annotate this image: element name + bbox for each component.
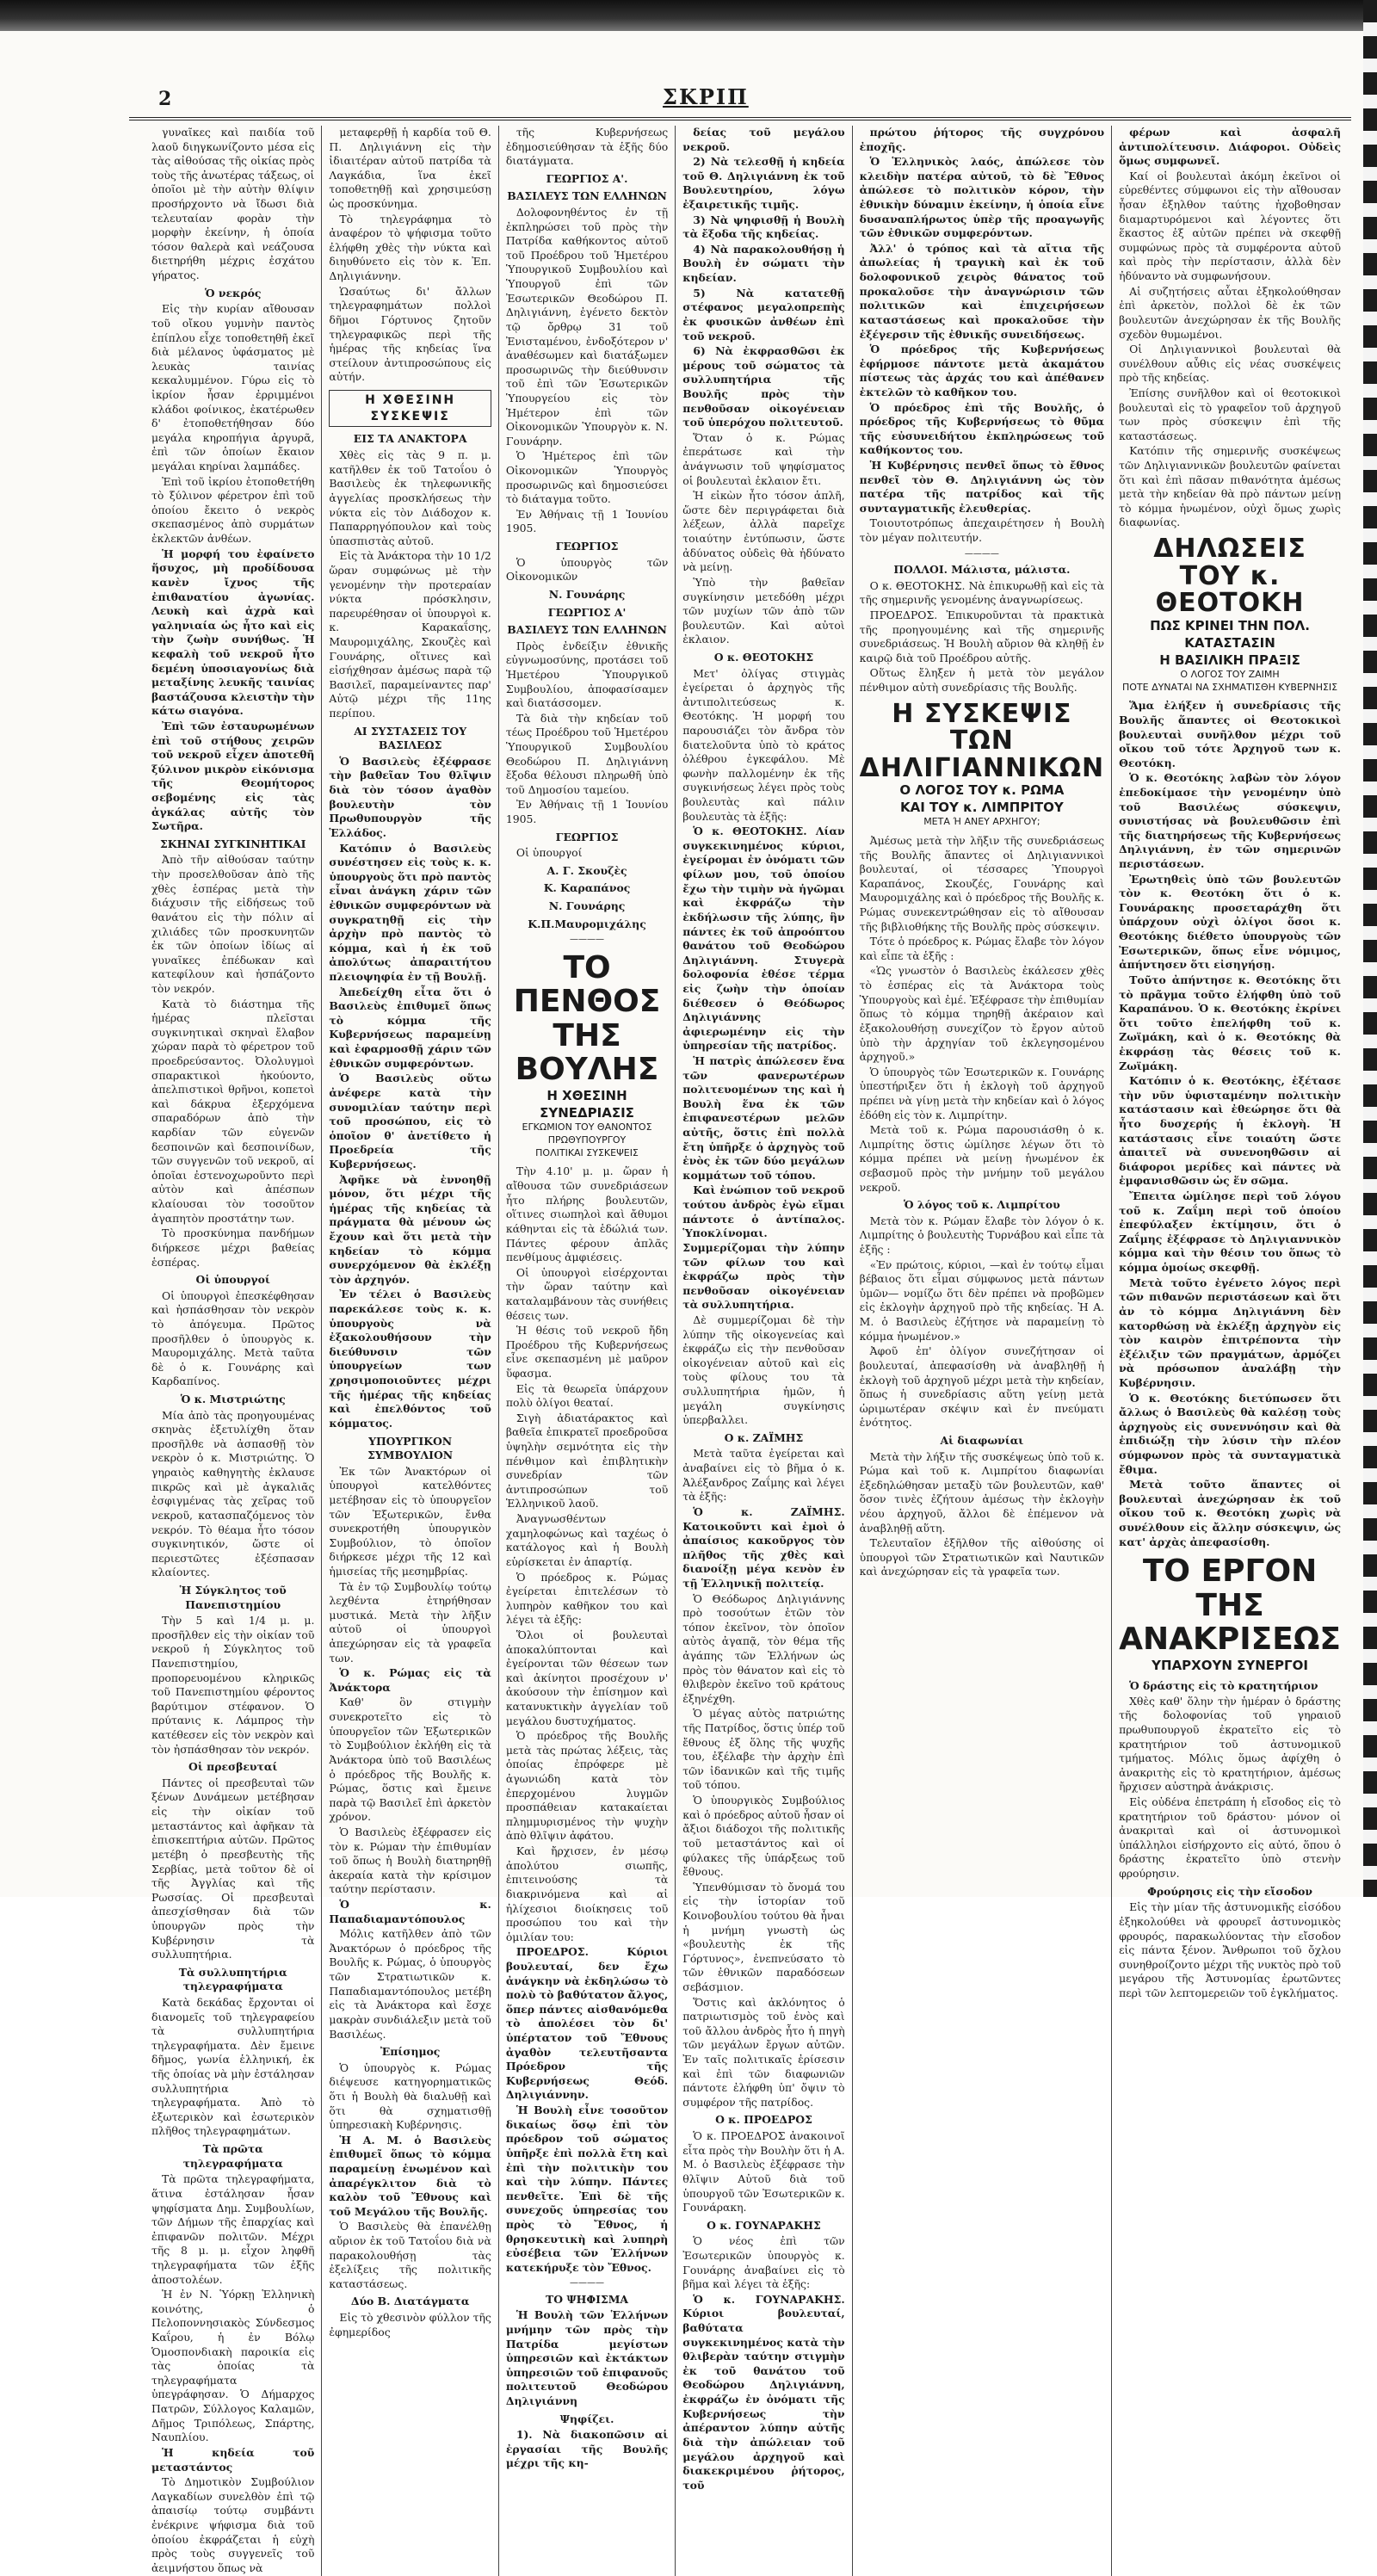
headline-line: Ο ΛΟΓΟΣ ΤΟΥ κ. ΡΩΜΑ — [899, 782, 1065, 799]
bold-paragraph: Μετὰ τοῦτο ἐγένετο λόγος περὶ τῶν πιθανῶν περιστάσεων καὶ ὅτι ἀν τὸ κόμμα Δηλιγιάννη δὲν κατορθώσῃ νὰ ἐκλέξῃ ἀρχηγὸν εἰς τὸν καιρὸν ἐπιτρέποντα τὴν ἐξέλιξιν τῶν πραγμάτων, ἀρμόζει νὰ πρόσωπον ἀναλάβῃ τὴν Κυβέρνησιν. — [1119, 1276, 1341, 1389]
bold-paragraph: Ὁ κ. Παπαδιαμαντόπουλος — [329, 1898, 491, 1925]
headline-line: ΚΑΙ ΤΟΥ κ. ΛΙΜΠΡΙΤΟΥ — [899, 800, 1064, 816]
bold-paragraph: Ὁ πρόεδρος τῆς Κυβερνήσεως ἐφήρμοσε πάντοτε μετὰ ἀκαμάτου πίστεως τὰς ἀρχάς του καὶ ἀπέθανεν ἐκτελῶν τὸ καθῆκον του. — [859, 343, 1105, 398]
subheading: Ἡ Σύγκλητος τοῦ Πανεπιστημίου — [179, 1583, 287, 1611]
paragraph: Εἰς οὐδένα ἐπετράπη ἡ εἴσοδος εἰς τὸ κρατητήριον τοῦ δράστου· μόνον οἱ ἀνακριταὶ καὶ οἱ ἀστυνομικοὶ ὑπάλληλοι εἰσήρχοντο εἰς αὐτό, ὅπου ὁ δράστης ἐκρατεῖτο ὑπὸ στενὴν φρούρησιν. — [1119, 1795, 1341, 1881]
bold-paragraph: Ἐρωτηθεὶς ὑπὸ τῶν βουλευτῶν τὸν κ. Θεοτόκη ὅτι ὁ κ. Γουνάρακης προσεταράχθη ὅτι ὑπάρχουν οὐχὶ ὀλίγοι ὅσοι κ. Θεοτόκης διέθετο ὑπουργοὺς τῶν Ἐσωτερικῶν, ὅπως εἶνε νόμιμος, ἀπήντησεν ὅτι εἰσηγήσῃ. — [1119, 872, 1341, 972]
bold-paragraph: 2) Νὰ τελεσθῇ ἡ κηδεία τοῦ Θ. Δηλιγιάννη ἐκ τοῦ Βουλευτηρίου, λόγω ἐξαιρετικῆς τιμῆς. — [682, 155, 845, 212]
headline-block — [859, 698, 1105, 829]
headline-line: ΤΩΝ ΔΗΛΙΓΙΑΝΝΙΚΩΝ — [859, 726, 1105, 783]
page-number: 2 — [158, 88, 172, 110]
paragraph: Τότε ὁ πρόεδρος κ. Ρώμας ἔλαβε τὸν λόγον καὶ εἶπε τὰ ἑξῆς : — [859, 935, 1105, 962]
subheading: Ψηφίζει. — [559, 2412, 614, 2425]
paragraph: Μετὰ τὸν κ. Ρώμαν ἔλαβε τὸν λόγον ὁ κ. Λιμπρίτης ὁ βουλευτὴς Τυρνάβου καὶ εἶπε τὰ ἑξῆς : — [859, 1214, 1105, 1257]
paragraph: γυναῖκες καὶ παιδία τοῦ λαοῦ διηγκωνίζοντο μέσα εἰς τὰς αἰθούσας τῆς οἰκίας πρὸς τοὺς τῆς ἀνωτέρας τάξεως, οἱ ὁποῖοι μὲ τὴν αὐτὴν θλίψιν προσήρχοντο νὰ ἴδωσι διὰ τελευταίαν φορὰν τὴν μορφὴν ἐκείνην, ἡ ὁποία τόσον θαλερὰ καὶ νεάζουσα διετηρήθη μέχρις ἐσχάτου γήρατος. — [151, 126, 315, 282]
paragraph: Χθὲς καθ' ὅλην τὴν ἡμέραν ὁ δράστης τῆς δολοφονίας τοῦ γηραιοῦ πρωθυπουργοῦ ἐκρατεῖτο εἰς τὸ κρατητήριον τοῦ ἀστυνομικοῦ τμήματος. Μόλις ὅμως ἀφίχθη ὁ ἀνακριτὴς εἰς τὸ κρατητήριον, ἀμέσως ἤρχισεν αὐστηρὰ ἀνάκρισις. — [1119, 1694, 1341, 1794]
bold-paragraph: Κατόπιν ὁ κ. Θεοτόκης, ἐξέτασε τὴν νῦν ὑφισταμένην πολιτικὴν κατάστασιν καὶ ἐθεώρησε ὅτι θὰ ἦτο δυσχερής ἡ ἐκλογὴ. Ἡ κατάστασις εἶνε τοιαύτη ὥστε ἀπαιτεῖ νὰ συνενοηθῶσιν αἱ διάφοροι μερίδες καὶ πάντες νὰ ἐμφανισθῶσιν ὡς ἕν σῶμα. — [1119, 1074, 1341, 1188]
paragraph: Οἱ ὑπουργοὶ εἰσέρχονται τὴν ὥραν ταύτην καὶ καταλαμβάνουν τὰς συνήθεις θέσεις των. — [505, 1265, 669, 1322]
paragraph: Δολοφονηθέντος ἐν τῇ ἐκπληρώσει τοῦ πρὸς τὴν Πατρίδα καθήκοντος αὐτοῦ τοῦ Προέδρου τοῦ Ἡμετέρου Ὑπουργικοῦ Συμβουλίου καὶ Ὑπουργοῦ ἐπὶ τῶν Ἐσωτερικῶν Θεοδώρου Π. Δηλιγιάννη, ἐγένετο δεκτὸν τῷ ὄρθρῳ 31 τοῦ Ἐνισταμένου, ἐνδοξότερον ν' ἀναθέσωμεν καὶ διατάξωμεν προσωρινῶς τὴν διεύθυνσιν τοῦ ἐπὶ τῶν Ἐσωτερικῶν Ὑπουργείου εἰς τὸν Ἡμέτερον ἐπὶ τῶν Οἰκονομικῶν Ὑπουργὸν κ. Ν. Γουνάρην. — [505, 206, 669, 448]
paragraph: Μετὰ ταῦτα ἐγείρεται καὶ ἀναβαίνει εἰς τὸ βῆμα ὁ κ. Ἀλέξανδρος Ζαΐμης καὶ λέγει τὰ ἑξῆς: — [682, 1447, 845, 1504]
paragraph: Ἐπίσης συνῆλθον καὶ οἱ θεοτοκικοὶ βουλευταὶ εἰς τὸ γραφεῖον τοῦ ἀρχηγοῦ των πρὸς σύσκεψιν ἐπὶ τῆς καταστάσεως. — [1119, 386, 1341, 442]
subheading: Ὁ κ. Μιστριώτης — [180, 1393, 286, 1406]
paragraph: Ὁ ὑπουργὸς κ. Ρώμας διέψευσε κατηγορηματικῶς ὅτι ἡ Βουλὴ θὰ διαλυθῇ καὶ ὅτι θὰ σχηματισθῇ ὑπηρεσιακὴ Κυβέρνησις. — [329, 2060, 491, 2132]
boxed-heading — [329, 390, 491, 428]
subheading: Τὰ πρῶτα τηλεγραφήματα — [182, 2142, 283, 2170]
bold-paragraph: Ὁ κ. ΓΟΥΝΑΡΑΚΗΣ. Κύριοι βουλευταί, βαθύτατα συγκεκινημένος κατὰ τὴν θλιβερὰν ταύτην στιγμὴν ἐκ τοῦ θανάτου τοῦ Θεοδώρου Δηλιγιάννη, ἐκφράζω ἐν ὀνόματι τῆς Κυβερνήσεως τὴν ἀπέραντον λύπην αὐτῆς διὰ τὴν ἀπώλειαν τοῦ μεγάλου ἀρχηγοῦ καὶ διακεκριμένου ῥήτορος, τοῦ — [682, 2292, 845, 2492]
headline-line: ΤΗΣ ΒΟΥΛΗΣ — [515, 1017, 659, 1088]
subheading: ΥΠΟΥΡΓΙΚΟΝ ΣΥΜΒΟΥΛΙΟΝ — [367, 1434, 454, 1462]
bold-paragraph: Ὁ κ. Ρώμας εἰς τὰ Ἀνάκτορα — [329, 1666, 491, 1694]
paragraph: Ἐπὶ τοῦ ἰκρίου ἐτοποθετήθη τὸ ξύλινον φέρετρον ἐπὶ τοῦ ὁποίου ἔκειτο ὁ νεκρὸς σκεπασμένος ἀπὸ συρμάτων ἐκλεκτῶν ἀνθέων. — [151, 474, 315, 546]
paragraph: Χθὲς εἰς τὰς 9 π. μ. κατῆλθεν ἐκ τοῦ Τατοΐου ὁ Βασιλεὺς ἐκ τηλεφωνικῆς ἀγγελίας προσκλήσεως τὴν νύκτα εἰς τὸν Διάδοχον κ. Παπαρρηγόπουλον καὶ τοὺς ὑπασπιστὰς αὐτοῦ. — [329, 448, 491, 547]
paragraph: Μόλις κατῆλθεν ἀπὸ τῶν Ἀνακτόρων ὁ πρόεδρος τῆς Βουλῆς κ. Ρώμας, ὁ ὑπουργὸς τῶν Στρατιωτικῶν κ. Παπαδιαμαντόπουλος μετέβη εἰς τὰ Ἀνάκτορα καὶ ἔσχε μακρὰν συνδιάλεξιν μετὰ τοῦ Βασιλέως. — [329, 1927, 491, 2041]
bold-paragraph: Ἡ Βουλὴ τῶν Ἑλλήνων μνήμην τῶν πρὸς τὴν Πατρίδα μεγίστων ὑπηρεσιῶν καὶ ἐκτάκτων ὑπηρεσιῶν τοῦ ἐπιφανοῦς πολιτευτοῦ Θεοδώρου Δηλιγιάννη — [505, 2308, 669, 2408]
paragraph: ΠΡΟΕΔΡΟΣ. Ἐπικυροῦνται τὰ πρακτικὰ τῆς προηγουμένης καὶ τῆς σημερινῆς συνεδριάσεως. Ἡ Βουλὴ αὔριον θὰ κληθῇ ἐν καιρῷ διὰ τοῦ Προέδρου αὐτῆς. — [859, 608, 1105, 664]
paragraph: Κατόπιν τῆς σημερινῆς συσκέψεως τῶν Δηλιγιαννικῶν βουλευτῶν φαίνεται ὅτι καὶ ἐπὶ πᾶσαν πιθανότητα ἀμέσως μετὰ τὴν κηδείαν θὰ πρὸ πάντων μείνῃ τὸ κόμμα ἡνωμένον, οὐχὶ ὅμως χωρὶς διαφωνίας. — [1119, 444, 1341, 529]
paragraph: Ὁ νέος ἐπὶ τῶν Ἐσωτερικῶν ὑπουργὸς κ. Γουνάρης ἀναβαίνει εἰς τὸ βῆμα καὶ λέγει τὰ ἑξῆς: — [682, 2234, 845, 2291]
bold-paragraph: Ὁ Ἑλληνικὸς λαός, ἀπώλεσε τὸν κλειδὴν πατέρα αὐτοῦ, τὸ δὲ Ἔθνος ἀπώλεσε τὸ πολιτικὸν κόρον, τὴν ἐθνικὴν δύναμιν ἐκείνην, ἡ ὁποία εἶνε δυσαναπλήρωτος ὑπὲρ τῆς προαγωγῆς τῶν ἐθνικῶν συμφερόντων. — [859, 155, 1105, 240]
bold-paragraph: Κατόπιν ὁ Βασιλεὺς συνέστησεν εἰς τοὺς κ. κ. ὑπουργοὺς ὅτι πρὸ παντὸς εἶναι ἀνάγκη χάριν τῶν ἐθνικῶν συμφερόντων νὰ συγκρατηθῇ εἰς τὴν ἀρχὴν πρὸ παντὸς τὸ κόμμα, καὶ ἡ ἐκ τοῦ ἀπολύτως ἀπαραιτήτου πλειοψηφία ἐν τῇ Βουλῇ. — [329, 841, 491, 984]
bold-paragraph: Ἡ κηδεία τοῦ μεταστάντος — [151, 2445, 315, 2474]
paragraph: Ὡσαύτως δι' ἄλλων τηλεγραφημάτων πολλοὶ δῆμοι Γόρτυνος ζητοῦν τηλεγραφικῶς περὶ τῆς ἡμέρας τῆς κηδείας ἵνα στείλουν ἀντιπροσώπους εἰς αὐτήν. — [329, 284, 491, 384]
paragraph: Μία ἀπὸ τὰς προηγουμένας σκηνὰς ἐξετυλίχθη ὅταν προσῆλθε νὰ ἀσπασθῇ τὸν νεκρὸν ὁ κ. Μιστριώτης. Ὁ γηραιὸς καθηγητὴς ἐκλαυσε πικρῶς καὶ μὲ ἀγκαλιᾶς ἐσφιγμένας τὰς χεῖρας τοῦ νεκροῦ, κατασπαζόμενος τὸν νεκρόν. Τὸ θέαμα ἦτο τόσον συγκινητικόν, ὥστε οἱ περιεστῶτες ἐξέσπασαν κλαίοντες. — [151, 1408, 315, 1579]
boxed-heading-text: Η ΧΘΕΣΙΝΗ ΣΥΣΚΕΨΙΣ — [329, 390, 491, 428]
subheading: Ο κ. ΠΡΟΕΔΡΟΣ — [715, 2113, 812, 2127]
paragraph: Ἐκ τῶν Ἀνακτόρων οἱ ὑπουργοὶ κατελθόντες μετέβησαν εἰς τὸ ὑπουργεῖον τῶν Ἐξωτερικῶν, ἔνθα συνεκροτήθη ὑπουργικὸν Συμβούλιον, τὸ ὁποῖον διήρκεσε μέχρι τῆς 12 καὶ ἡμισείας τῆς μεσημβρίας. — [329, 1464, 491, 1578]
bold-paragraph: Ἡ Α. Μ. ὁ Βασιλεὺς ἐπιθυμεῖ ὅπως τὸ κόμμα παραμείνῃ ἑνωμένον καὶ ἀπαρέγκλιτον διὰ τὸ καλὸν τοῦ Ἔθνους καὶ τοῦ Μεγάλου τῆς Βουλῆς. — [329, 2133, 491, 2218]
paragraph: Ἀφοῦ ἐπ' ὀλίγον συνεζήτησαν οἱ βουλευταί, ἀπεφασίσθη νὰ ἀναβληθῇ ἡ ἐκλογὴ τοῦ ἀρχηγοῦ μέχρι μετὰ τὴν κηδείαν, ὅπως ἡ συνεδρίασις αὕτη γείνῃ μετὰ ὡριμωτέραν σκέψιν καὶ ἐν πνεύματι ἑνότητος. — [859, 1344, 1105, 1430]
paragraph: μεταφερθῇ ἡ καρδία τοῦ Θ. Π. Δηλιγιάννη εἰς τὴν ἰδιαιτέραν αὐτοῦ πατρίδα τὰ Λαγκάδια, ἵνα ἐκεῖ τοποθετηθῇ καὶ χρησιμεύσῃ ὡς προσκύνημα. — [329, 126, 491, 211]
paragraph: Ὁ πρόεδρος κ. Ρώμας ἐγείρεται ἐπιτελέσων τὸ λυπηρὸν καθῆκον του καὶ λέγει τὰ ἑξῆς: — [505, 1570, 669, 1627]
bold-paragraph: Μετὰ τοῦτο ἅπαντες οἱ βουλευταὶ ἀνεχώρησαν ἐκ τοῦ οἴκου τοῦ κ. Θεοτόκη χωρὶς νὰ συνέλθουν εἰς ἄλλην σύσκεψιν, ὡς κατ' ἀρχὰς ἀπεφασίσθη. — [1119, 1478, 1341, 1548]
paragraph: Τὸ τηλεγράφημα τὸ ἀναφέρον τὸ ψήφισμα τοῦτο ἐλήφθη χθὲς τὴν νύκτα καὶ διηυθύνετο εἰς τὸν κ. Ἐπ. Δηλιγιάννην. — [329, 212, 491, 283]
paragraph: «Ἐν πρώτοις, κύριοι, —καὶ ἐν τούτῳ εἶμαι βέβαιος ὅτι εἶμαι σύμφωνος μετὰ πάντων ὑμῶν— νομίζω ὅτι δὲν πρέπει νὰ προβῶμεν εἰς ἐκλογὴν ἀρχηγοῦ πρὸ τῆς κηδείας. Ἡ Α. Μ. ὁ Βασιλεὺς ἐζήτησε νὰ παραμείνῃ τὸ κόμμα ἡνωμένον.» — [859, 1257, 1105, 1343]
paragraph: Κατὰ τὸ διάστημα τῆς ἡμέρας πλεῖσται συγκινητικαὶ σκηναὶ ἔλαβον χώραν παρὰ τὸ φέρετρον τοῦ προεδρεύσαντος. Ὀλολυγμοὶ σπαρακτικοὶ ἠκούοντο, ἀπελπιστικοὶ θρῆνοι, κοπετοὶ καὶ δάκρυα ἐξερχόμενα σπαραδόρων ἀπὸ τὴν καρδίαν τῶν εὐγενῶν δεσποινῶν καὶ δεσποινίδων, τῶν συγγενῶν τοῦ νεκροῦ, αἱ ὁποῖαι ἐστενοχωροῦντο περὶ αὐτὸν καὶ ἀπέσπων κλαίουσαι τὸν τοσοῦτον ἀγαπητὸν προστάτην των. — [151, 997, 315, 1225]
paragraph: Μετὰ τὴν λήξιν τῆς συσκέψεως ὑπὸ τοῦ κ. Ρώμα καὶ τοῦ κ. Λιμπρίτου διαφωνίαι ἐξεδηλώθησαν μεταξὺ τῶν βουλευτῶν, καθ' ὅσον τινὲς ἐζήτουν ἀμέσως τὴν ἐκλογὴν νέου ἀρχηγοῦ, ἄλλοι δὲ ἐπέμενον νὰ ἀναβληθῇ αὕτη. — [859, 1449, 1105, 1535]
scan-top-edge — [0, 0, 1377, 31]
subheading: ΓΕΩΡΓΙΟΣ — [555, 540, 619, 553]
paragraph: Τὰ ἐν τῷ Συμβουλίῳ τούτῳ λεχθέντα ἐτηρήθησαν μυστικά. Μετὰ τὴν λῆξιν αὐτοῦ οἱ ὑπουργοὶ ἀπεχώρησαν εἰς τὰ γραφεῖα των. — [329, 1579, 491, 1665]
subheading: Αἱ διαφωνίαι — [940, 1433, 1024, 1447]
paragraph: Τὸ Δημοτικὸν Συμβούλιον Λαγκαδίων συνελθὸν ἐπὶ τῷ ἀπαισίῳ τούτῳ συμβάντι ἐνέκρινε ψήφισμα διὰ τοῦ ὁποίου ἐκφράζεται ἡ εὐχὴ πρὸς τοὺς συγγενεῖς τοῦ ἀειμνήστου ὅπως νὰ — [151, 2475, 315, 2574]
article-columns — [145, 126, 1348, 2574]
headline-line: Η ΒΑΣΙΛΙΚΗ ΠΡΑΞΙΣ — [1159, 652, 1300, 668]
paragraph: Ἡ εἰκὼν ἦτο τόσον ἁπλῆ, ὥστε δὲν περιγράφεται διὰ λέξεων, ἀλλὰ παρεῖχε τοιαύτην ἐντύπωσιν, ὥστε ἀδύνατος οὐδεὶς θὰ ἠδύνατο νὰ μείνῃ. — [682, 489, 845, 574]
paragraph: Τελευταῖον ἐξῆλθον τῆς αἰθούσης οἱ ὑπουργοὶ τῶν Στρατιωτικῶν καὶ Ναυτικῶν καὶ ἀνεχώρησαν εἰς τὰ γραφεῖα των. — [859, 1536, 1105, 1578]
headline-line: ΔΗΛΩΣΕΙΣ — [1153, 534, 1306, 565]
paragraph: Ὁ Βασιλεὺς ἐξέφρασεν εἰς τὸν κ. Ρώμαν τὴν ἐπιθυμίαν τοῦ ὅπως ἡ Βουλὴ διατηρηθῇ ἀκεραία κατὰ τὴν κρίσιμον ταύτην περίστασιν. — [329, 1825, 491, 1896]
bold-paragraph: Ὁ κ. ΘΕΟΤΟΚΗΣ. Λίαν συγκεκινημένος κύριοι, ἐγείρομαι ἐν ὀνόματι τῶν φίλων μου, τοῦ ὁποίου ἔχω τὴν τιμὴν νὰ ἡγῶμαι καὶ ἐκφράζω τὴν ἐκδήλωσιν τῆς λύπης, ἣν πάντες ἐκ τοῦ ἀπροόπτου θανάτου τοῦ Θεοδώρου Δηλιγιάννη. Στυγερὰ δολοφονία ἐθέσε τέρμα εἰς ζωὴν τὴν ὁποίαν διέθεσεν ὁ Θεόδωρος Δηλιγιάννης ἀφιερωμένην εἰς τὴν ὑπηρεσίαν τῆς πατρίδος. — [682, 825, 845, 1053]
bold-paragraph: Ἡ Βουλὴ εἶνε τοσοῦτον δικαίως ὅσῳ ἐπὶ τὸν πρόεδρον τοῦ σώματος ὑπῆρξε ἐπὶ πολλὰ ἔτη καὶ ἐπὶ τὴν πολιτικὴν του καὶ τὴν λύπην. Πάντες πενθεῖτε. Ἐπὶ δὲ τῆς συνεχοῦς ὑπηρεσίας του πρὸς τὸ Ἔθνος, ἡ θρησκευτικὴ καὶ λυπηρὴ εὐσέβεια τῶν Ἑλλήνων κατεκήρυξε τὸν Ἔθνος. — [505, 2103, 669, 2274]
paragraph: Ὁ Ἡμέτερος ἐπὶ τῶν Οἰκονομικῶν Ὑπουργὸς προσωρινῶς καὶ δημοσιεύσει τὸ διάταγμα τοῦτο. — [505, 449, 669, 506]
page-header — [129, 86, 1351, 120]
paragraph: Τὴν 5 καὶ 1/4 μ. μ. προσῆλθεν εἰς τὴν οἰκίαν τοῦ νεκροῦ ἡ Σύγκλητος τοῦ Πανεπιστημίου, προπορευομένου κληρικῶς τοῦ Πανεπιστημίου φέροντος βαρύτιμον στέφανον. Ὁ πρύτανις κ. Λάμπρος τὴν κατέθεσεν εἰς τὸν νεκρὸν καὶ τὸν ἠσπάσθησαν τὸν νεκρόν. — [151, 1614, 315, 1756]
paragraph: Ὅλοι οἱ βουλευταὶ ἀποκαλύπτονται καὶ ἐγείρονται τῶν θέσεων των καὶ ἀκίνητοι προσέχουν ν' ἀκούσουν τὴν ἐπίσημον καὶ κατανυκτικὴν ἀγγελίαν τοῦ μεγάλου δυστυχήματος. — [505, 1628, 669, 1727]
paragraph: Ὑπενθύμισαν τὸ ὄνομά του εἰς τὴν ἱστορίαν τοῦ Κοινοβουλίου τούτου θὰ ἦναι ἡ μνήμη γνωστὴ ὡς «βουλευτὴς ἐκ τῆς Γόρτυνος», ἐνεπνεύσατο τὸ τῶν ἐθνικῶν παραδόσεων σεβάσμιον. — [682, 1880, 845, 1993]
paragraph: Καὶ ἤρχισεν, ἐν μέσῳ ἀπολύτου σιωπῆς, ἐπιτεινούσης τὰ διακρινόμενα καὶ αἱ ἠλίχεσιοι διοίκησεις τοῦ προσώπου του καὶ τὴν ὁμιλίαν του: — [505, 1844, 669, 1943]
headline-line: ΜΕΤΑ Ή ΑΝΕΥ ΑΡΧΗΓΟΥ; — [923, 816, 1040, 828]
paragraph: Οὕτως ἔληξεν ἡ μετὰ τὸν μεγάλον πένθιμον αὐτὴ συνεδρίασις τῆς Βουλῆς. — [859, 666, 1105, 694]
subheading: ΣΚΗΝΑΙ ΣΥΓΚΙΝΗΤΙΚΑΙ — [159, 837, 306, 850]
headline-line: ΤΗΣ ΑΝΑΚΡΙΣΕΩΣ — [1119, 1587, 1341, 1658]
subheading: ΤΟ ΨΗΦΙΣΜΑ — [546, 2292, 629, 2306]
subheading: ΑΙ ΣΥΣΤΑΣΕΙΣ ΤΟΥ ΒΑΣΙΛΕΩΣ — [354, 724, 467, 752]
section-divider: ———— — [570, 2278, 605, 2289]
subheading: Τὰ συλλυπητήρια τηλεγραφήματα — [178, 1965, 287, 1993]
paragraph: Καί οἱ βουλευταὶ ἀκόμη ἐκεῖνοι οἱ εὑρεθέντες σύμφωνοι εἰς τὴν αἴθουσαν ἦσαν ἐξηλθον ταύτης ἠχοβοθησαν διαμαρτυρόμενοι καὶ λέγοντες ὅτι ἕκαστος ἐξ αὐτῶν πρέπει νὰ σκεφθῇ συμφώνως πρὸς τὰ συμφέροντα αὐτοῦ καὶ πρὸς τὴν περίστασιν, ἀλλὰ δὲν ἠδύναντο νὰ συμφωνήσουν. — [1119, 169, 1341, 283]
subheading: Οἱ ὑπουργοί — [195, 1273, 270, 1287]
subheading: ΒΑΣΙΛΕΥΣ ΤΩΝ ΕΛΛΗΝΩΝ — [507, 623, 667, 637]
section-divider: ———— — [570, 935, 605, 945]
paragraph: Ὁ ὑπουργὸς τῶν Οἰκονομικῶν — [505, 555, 669, 584]
bold-paragraph: πρώτου ῥήτορος τῆς συγχρόνου ἐποχῆς. — [859, 126, 1105, 153]
headline-line: ΠΟΤΕ ΔΥΝΑΤΑΙ ΝΑ ΣΧΗΜΑΤΙΣΘΗ ΚΥΒΕΡΝΗΣΙΣ — [1121, 681, 1338, 693]
headline-block — [506, 951, 668, 1160]
paragraph: Τὴν 4.10' μ. μ. ὥραν ἡ αἴθουσα τῶν συνεδριάσεων ἦτο πλήρης βουλευτῶν, οἵτινες σιωπηλοὶ καὶ ἄθυμοι κάθηνται εἰς τὰ ἑδώλιά των. Πάντες φέρουν ἀπλᾶς πενθίμους ἀμφιέσεις. — [505, 1164, 669, 1264]
bold-paragraph: Ὁ Βασιλεὺς οὕτω ἀνέφερε κατὰ τὴν συνομιλίαν ταύτην περὶ τοῦ προσώπου, εἰς τὸ ὁποῖον θ' ἀνετίθετο ἡ Προεδρεία τῆς Κυβερνήσεως. — [329, 1072, 491, 1171]
bold-paragraph: 3) Νὰ ψηφισθῇ ἡ Βουλὴ τὰ ἔξοδα τῆς κηδείας. — [682, 213, 845, 241]
bold-paragraph: Ὁ κ. Θεοτόκης διετύπωσεν ὅτι ἄλλως ὁ Βασιλεὺς θὰ καλέσῃ τοὺς ἀρχηγοὺς εἰς συνεννόησιν καὶ θὰ ἐπιδιώξῃ τὴν λύσιν τὴν πλέον σύμφωνον πρὸς τὰ συνταγματικὰ ἔθιμα. — [1119, 1391, 1341, 1476]
paragraph: Κατὰ δεκάδας ἔρχονται οἱ διανομεῖς τοῦ τηλεγραφείου τὰ συλλυπητήρια τηλεγραφήματα. Δὲν ἔμεινε δῆμος, γωνία ἑλληνική, ἐκ τῆς ὁποίας νὰ μὴν ἐστάλησαν συλλυπητήρια τηλεγραφήματα. Ἀπὸ τὸ ἐξωτερικὸν καὶ ἐσωτερικὸν πλῆθος τηλεγραφημάτων. — [151, 1996, 315, 2138]
paragraph: Ὁ ὑπουργικὸς Συμβούλιος καὶ ὁ πρόεδρος αὐτοῦ ἦσαν οἱ ἄξιοι διάδοχοι τῆς πολιτικῆς τοῦ μεταστάντος καὶ οἱ φύλακες τῆς ὑπάρξεως τοῦ ἔθνους. — [682, 1794, 845, 1879]
subheading: Α. Γ. Σκουζὲς — [546, 863, 627, 877]
paragraph: Ὁ μέγας αὐτὸς πατριώτης τῆς Πατρίδος, ὅστις ὑπέρ τοῦ ἔθνους ἐξ ὅλης τῆς ψυχῆς του, ἐξέλαβε τὴν ἀρχὴν ἐπὶ τῶν ἰδανικῶν καὶ τῆς τιμῆς τοῦ τόπου. — [682, 1707, 845, 1792]
headline-line: ΤΟΥ κ. ΘΕΟΤΟΚΗ — [1155, 560, 1305, 619]
paragraph: Ο κ. ΘΕΟΤΟΚΗΣ. Νὰ ἐπικυρωθῇ καὶ εἰς τὰ τῆς σημερινῆς γενομένης ἀναγνωρίσεως. — [859, 578, 1105, 607]
paragraph: Καθ' ὃν στιγμὴν συνεκροτεῖτο εἰς τὸ ὑπουργεῖον τῶν Ἐξωτερικῶν τὸ Συμβούλιον ἐκλήθη εἰς τὰ Ἀνάκτορα ὑπὸ τοῦ Βασιλέως ὁ πρόεδρος τῆς Βουλῆς κ. Ρώμας, ὅστις καὶ ἔμεινε παρὰ τῷ Βασιλεῖ ἐπὶ ἀρκετὸν χρόνον. — [329, 1696, 491, 1824]
paragraph: Εἰς τὰ θεωρεῖα ὑπάρχουν πολὺ ὀλίγοι θεαταί. — [505, 1381, 669, 1410]
bold-paragraph: Τοῦτο ἀπήντησε κ. Θεοτόκης ὅτι τὸ πρᾶγμα τοῦτο ἐλήφθη ὑπὸ τοῦ Καραπάνου. Ὁ κ. Θεοτόκης ἐκρίνει ὅτι τοῦτο ἐπελήφθη τοῦ κ. Ζωϊμάκη, καὶ ὁ κ. Θεοτόκης θὰ ἐκφράσῃ τὰς θέσεις τοῦ κ. Ζωϊμάκη. — [1119, 973, 1341, 1072]
subheading: Ο κ. ΓΟΥΝΑΡΑΚΗΣ — [707, 2218, 821, 2232]
paragraph: Ὑπὸ τὴν βαθεῖαν συγκίνησιν μετεδόθη μέχρι τῶν μυχίων τῶν ἀπὸ τῶν βουλευτῶν. Καὶ αὐτοὶ ἐκλαιον. — [682, 575, 845, 646]
bold-paragraph: 5) Νὰ κατατεθῇ στέφανος μεγαλοπρεπὴς ἐκ φυσικῶν ἀνθέων ἐπὶ τοῦ νεκροῦ. — [682, 286, 845, 343]
paragraph: Ἐν Ἀθήναις τῇ 1 Ἰουνίου 1905. — [505, 507, 669, 535]
subheading: Φρούρησις εἰς τὴν εἴσοδον — [1147, 1884, 1312, 1898]
subheading: ΓΕΩΡΓΙΟΣ Α' — [547, 605, 627, 619]
headline-block — [1119, 1554, 1341, 1674]
paragraph: Πάντες οἱ πρεσβευταὶ τῶν ξένων Δυνάμεων μετέβησαν εἰς τὴν οἰκίαν τοῦ μεταστάντος καὶ ἀφῆκαν τὰ ἐπισκεπτήρια αὐτῶν. Πρῶτος μετέβη ὁ πρεσβευτὴς τῆς Σερβίας, μετὰ τοῦτον δὲ οἱ τῆς Ἀγγλίας καὶ τῆς Ρωσσίας. Οἱ πρεσβευταὶ ἀπεσχίσθησαν διὰ τῶν ὑπουργῶν πρὸς τὴν Κυβέρνησιν τὰ συλλυπητήρια. — [151, 1776, 315, 1961]
bold-paragraph: Καὶ ἐνώπιον τοῦ νεκροῦ τούτου ἀνδρὸς ἐγὼ εἴμαι πάντοτε ὁ ἀντίπαλος. Ὑποκλίνομαι. Συμμερίζομαι τὴν λύπην τῶν φίλων του καὶ ἐκφράζω πρὸς τὴν πενθοῦσαν οἰκογένειαν τὰ συλλυπητήρια. — [682, 1183, 845, 1312]
bold-paragraph: 4) Νὰ παρακολουθήσῃ ἡ Βουλὴ ἐν σώματι τὴν κηδείαν. — [682, 242, 845, 285]
bold-paragraph: Ἔπειτα ὡμίλησε περὶ τοῦ λόγου τοῦ κ. Ζαΐμη περὶ τοῦ ὁποίου ἐπεφύλαξεν ἐκτίμησιν, ὅτι ὁ Ζαΐμης ἐξέφρασε τὸ Δηλιγιαννικὸν κόμμα καὶ τὴν θέσιν του ὅπως τὸ κόμμα ὁμοίως σκεφθῇ. — [1119, 1189, 1341, 1275]
paragraph: Ἐν Ἀθήναις τῇ 1 Ἰουνίου 1905. — [505, 798, 669, 826]
paragraph: Τοιουτοτρόπως ἀπεχαιρέτησεν ἡ Βουλὴ τὸν μέγαν πολιτευτήν. — [859, 516, 1105, 545]
section-divider: ———— — [964, 548, 999, 559]
subheading: Ὁ νεκρός — [205, 286, 262, 300]
paragraph: Εἰς τὴν μίαν τῆς ἀστυνομικῆς εἰσόδου ἐξηκολούθει νὰ φρουρεῖ ἀστυνομικὸς φρουρός, παρακωλύοντας τὴν εἴσοδον εἰς πάντα ξένον. Ἄνθρωποι τοῦ ὄχλου συνηθροίζοντο μέχρι τῆς νυκτὸς πρὸ τοῦ μεγάρου τῆς Ἀστυνομίας ἐρωτῶντες περὶ τῶν λεπτομερειῶν τοῦ ἐγκλήματος. — [1119, 1900, 1341, 1999]
headline-line: ΤΟ ΠΕΝΘΟΣ — [513, 949, 661, 1020]
column-2 — [321, 126, 497, 2576]
paragraph: Οἱ ὑπουργοὶ ἐπεσκέφθησαν καὶ ἠσπάσθησαν τὸν νεκρὸν τὸ ἀπόγευμα. Πρῶτος προσῆλθεν ὁ ὑπουργὸς κ. Μαυρομιχάλης. Μετὰ ταῦτα δὲ ὁ κ. Γουνάρης καὶ Καρδαπίνος. — [151, 1288, 315, 1388]
bold-paragraph: 1). Νὰ διακοπῶσιν αἱ ἐργασίαι τῆς Βουλῆς μέχρι τῆς κη- — [505, 2428, 669, 2470]
headline-line: ΤΟ ΕΡΓΟΝ — [1142, 1554, 1318, 1590]
subheading: ΠΟΛΛΟΙ. Μάλιστα, μάλιστα. — [893, 563, 1071, 577]
bold-paragraph: Ἀπεδείχθη εἶτα ὅτι ὁ Βασιλεὺς ἐπιθυμεῖ ὅπως τὸ κόμμα τῆς Κυβερνήσεως παραμείνῃ καὶ ἐφαρμοσθῇ χάριν τῶν ἐθνικῶν συμφερόντων. — [329, 985, 491, 1070]
scan-right-edge — [1363, 0, 1377, 1897]
paragraph: Ἡ ἐν Ν. Ὑόρκῃ Ἑλληνικὴ κοινότης, ὁ Πελοποννησιακὸς Σύνδεσμος Καΐρου, ἡ ἐν Βόλῳ Ὁμοσπονδιακὴ παροικία εἰς τὰς ὁποίας τὰ τηλεγραφήματα ὑπεγράφησαν. Ὁ Δήμαρχος Πατρῶν, Σύλλογος Καλαμῶν, Δῆμος Τριπόλεως, Σπάρτης, Ναυπλίου. — [151, 2288, 315, 2444]
paragraph: Ὁ Βασιλεὺς θὰ ἐπανέλθῃ αὔριον ἐκ τοῦ Τατοΐου διὰ νὰ παρακολουθήσῃ τὰς ἐξελίξεις τῆς πολιτικῆς καταστάσεως. — [329, 2220, 491, 2290]
column-3 — [498, 126, 675, 2576]
paragraph: Τὰ διὰ τὴν κηδείαν τοῦ τέως Προέδρου τοῦ Ἡμετέρου Ὑπουργικοῦ Συμβουλίου Θεοδώρου Π. Δηλιγιάννη ἔξοδα θέλουσι πληρωθῆ ὑπὸ τοῦ Δημοσίου ταμείου. — [505, 711, 669, 796]
column-4 — [675, 126, 851, 2576]
bold-paragraph: Ἀλλ' ὁ τρόπος καὶ τὰ αἴτια τῆς ἀπωλείας ἡ τραγικὴ καὶ ἐκ τοῦ δολοφονικοῦ χειρὸς θάνατος τοῦ προκαλοῦσε τὴν ἀναγνώρισιν τῶν πολιτικῶν καὶ ἐπιχειρήσεων καταστάσεως καὶ προκαλοῦσε τὴν ἐξέγερσιν τῆς ἐθνικῆς συνειδήσεως. — [859, 241, 1105, 341]
paragraph: Δὲ συμμερίζομαι δὲ τὴν λύπην τῆς οἰκογενείας καὶ ἐκφράζω εἰς τὴν πενθοῦσαν οἰκογένειαν αὐτοῦ καὶ εἰς τοὺς φίλους του τὰ συλλυπητήρια ἡμῶν, ἡ μεγάλη συγκίνησις ὑπερβαλλει. — [682, 1313, 845, 1427]
column-5 — [852, 126, 1111, 2576]
paragraph: Ὁ κ. ΠΡΟΕΔΡΟΣ ἀνακοινοῖ εἶτα πρὸς τὴν Βουλὴν ὅτι ἡ Α. Μ. ὁ Βασιλεὺς ἐξέφρασε τὴν θλῖψιν Αὐτοῦ διὰ τοῦ ὑπουργοῦ τῶν Ἐσωτερικῶν κ. Γουνάρακη. — [682, 2129, 845, 2215]
bold-paragraph: Ὁ Βασιλεὺς ἐξέφρασε τὴν βαθεῖαν Του θλῖψιν διὰ τὸν τόσον ἀγαθὸν βουλευτὴν τὸν Πρωθυπουργὸν τῆς Ἑλλάδος. — [329, 754, 491, 839]
bold-paragraph: δείας τοῦ μεγάλου νεκροῦ. — [682, 126, 845, 153]
subheading: Ν. Γουνάρης — [548, 899, 626, 913]
bold-paragraph: Ὁ κ. Θεοτόκης λαβὼν τὸν λόγον ἐπεδοκίμασε τὴν γενομένην ὑπὸ τοῦ Βασιλέως σύσκεψιν, συνιστήσας νὰ βουλευθῶσιν ἐπὶ τῆς διατηρήσεως τῆς Κυβερνήσεως Δηλιγιάννη, ἐν τῶν σημερινῶν περιστάσεων. — [1119, 771, 1341, 871]
paragraph: Εἰς τὰ Ἀνάκτορα τὴν 10 1/2 ὥραν συμφώνως μὲ τὴν γενομένην τὴν προτεραίαν νύκτα πρόσκλησιν, παρευρέθησαν οἱ ὑπουργοὶ κ. κ. Καρακαΐσης, Μαυρομιχάλης, Σκουζὲς καὶ Γουνάρης, οἵτινες καὶ εἰσήχθησαν ἀμέσως παρὰ τῷ Βασιλεῖ, παραμείναντες παρ' Αὐτῷ μέχρι τῆς 11ης περίπου. — [329, 549, 491, 720]
headline-line: ΠΟΛΙΤΙΚΑΙ ΣΥΣΚΕΨΕΙΣ — [535, 1146, 639, 1158]
paragraph: «Ὡς γνωστὸν ὁ Βασιλεὺς ἐκάλεσεν χθὲς τὸ ἑσπέρας εἰς τὰ Ἀνάκτορα τοὺς Ὑπουργοὺς καὶ ἐμέ. Ἐξέφρασε τὴν ἐπιθυμίαν ὅπως τὸ κόμμα τηρηθῇ ἀκέραιον καὶ ἐξακολουθήσῃ συνεχίζον τὸ ἔργον αὐτοῦ ὑπὸ τὴν ἀρχηγίαν τοῦ ἐκλεγησομένου ἀρχηγοῦ.» — [859, 964, 1105, 1064]
bold-paragraph: Ἐπὶ τῶν ἐσταυρωμένων ἐπὶ τοῦ στήθους χειρῶν τοῦ νεκροῦ εἶχεν ἀποτεθῆ ξύλινον μικρὸν εἰκόνισμα τῆς Θεομήτορος σεβομένης εἰς τὰς ἀγκάλας αὐτῆς τὸν Σωτῆρα. — [151, 719, 315, 833]
bold-paragraph: 6) Νὰ ἐκφρασθῶσι ἐκ μέρους τοῦ σώματος τὰ συλλυπητήρια τῆς Βουλῆς πρὸς τὴν πενθοῦσαν οἰκογένειαν τοῦ ὑπερόχου πολιτευτοῦ. — [682, 344, 845, 429]
paragraph: Εἰς τὸ χθεσινὸν φύλλον τῆς ἐφημερίδος — [329, 2311, 491, 2338]
bold-paragraph: Ἀφῆκε νὰ ἐννοηθῇ μόνον, ὅτι μέχρι τῆς ἡμέρας τῆς κηδείας τὰ πράγματα θὰ μένουν ὡς ἔχουν καὶ ὅτι μετὰ τὴν κηδείαν τὸ κόμμα συνερχόμενον θὰ ἐκλέξῃ τὸν ἀρχηγόν. — [329, 1172, 491, 1286]
paragraph: Οἱ Δηλιγιαννικοὶ βουλευταὶ θὰ συνέλθουν αὖθις εἰς νέας συσκέψεις πρὸ τῆς κηδείας. — [1119, 343, 1341, 385]
headline-line: ΠΩΣ ΚΡΙΝΕΙ ΤΗΝ ΠΟΛ. ΚΑΤΑΣΤΑΣΙΝ — [1150, 617, 1310, 651]
column-1 — [145, 126, 321, 2576]
paragraph: τῆς Κυβερνήσεως ἐδημοσιεύθησαν τὰ ἑξῆς δύο διατάγματα. — [505, 126, 669, 168]
subheading: ΓΕΩΡΓΙΟΣ Α'. — [546, 171, 628, 185]
paragraph: Σιγὴ ἀδιατάρακτος καὶ βαθεῖα ἐπικρατεῖ προεδροῦσα ὑψηλὴν σεμνότητα εἰς τὴν πένθιμον καὶ ἐπιβλητικὴν συνεδρίαν τῶν ἀντιπροσώπων τοῦ Ἑλληνικοῦ λαοῦ. — [505, 1411, 669, 1510]
bold-paragraph: Ὁ δράστης εἰς τὸ κρατητήριον — [1129, 1679, 1318, 1693]
subheading: Ἐπίσημος — [380, 2045, 441, 2059]
paragraph: Ὁ ὑπουργὸς τῶν Ἐσωτερικῶν κ. Γουνάρης ὑπεστήριξεν ὅτι ἡ ἐκλογὴ τοῦ ἀρχηγοῦ πρέπει νὰ γίνῃ μετὰ τὴν κηδείαν καὶ ὁ λόγος ἐδόθη εἰς τὸν κ. Λιμπρίτην. — [859, 1065, 1105, 1121]
bold-paragraph: Ἡ μορφή του ἐφαίνετο ἥσυχος, μὴ προδίδουσα κανὲν ἴχνος τῆς ἐπιθανατίου ἀγωνίας. Λευκὴ καὶ ἀχρὰ καὶ γαληνιαία ὡς ἦτο καὶ εἰς τὴν ζωὴν συνήθως. Ἡ κεφαλὴ τοῦ νεκροῦ ἦτο δεμένη ὑποσιαγονίως διὰ μεταξίνης λευκῆς ταινίας βαστάζουσα κλειστὴν τὴν κάτω σιαγόνα. — [151, 547, 315, 718]
subheading: Ο κ. ΖΑΪΜΗΣ — [724, 1430, 804, 1444]
headline-line: ΥΠΑΡΧΟΥΝ ΣΥΝΕΡΓΟΙ — [1152, 1658, 1308, 1674]
paragraph: Ἡ θέσις τοῦ νεκροῦ ἤδη Προέδρου τῆς Κυβερνήσεως εἶνε σκεπασμένη μὲ μαῦρον ὕφασμα. — [505, 1324, 669, 1380]
paragraph: Ὅταν ὁ κ. Ρώμας ἐπεράτωσε καὶ τὴν ἀνάγνωσιν τοῦ ψηφίσματος οἱ βουλευταὶ ἐκλαιον ἔτι. — [682, 430, 845, 487]
paragraph: Πρὸς ἐνδείξιν ἐθνικῆς εὐγνωμοσύνης, προτάσει τοῦ Ἡμετέρου Ὑπουργικοῦ Συμβουλίου, ἀποφασίσαμεν καὶ διατάσσομεν. — [505, 639, 669, 710]
paragraph: Ὁ πρόεδρος τῆς Βουλῆς μετὰ τὰς πρώτας λέξεις, τὰς ὁποίας ἐπρόφερε μὲ ἀγωνιώδη κατὰ τὸν ἐπερχομένου λυγμῶν προσπάθειαν κατακαίεται πλημμυρισμένος τὴν ψυχὴν ἀπὸ θλῖψιν ἀφάτου. — [505, 1729, 669, 1843]
paragraph: Ἀναγνωσθέντων χαμηλοφώνως καὶ ταχέως ὁ κατάλογος καὶ ἡ Βουλὴ εὑρίσκεται ἐν ἀπαρτίᾳ. — [505, 1512, 669, 1568]
bold-paragraph: ΠΡΟΕΔΡΟΣ. Κύριοι βουλευταί, δεν ἔχω ἀνάγκην νὰ ἐκδηλώσω τὸ πολὺ τὸ βαθύτατον ἄλγος, ὅπερ πάντες αἰσθανόμεθα τὸ ἀπολέσει τὸν δι' ὑπέρτατον τοῦ Ἔθνους ἀγαθὸν τελευτῆσαντα Πρόεδρον τῆς Κυβερνήσεως Θεόδ. Δηλιγιάννην. — [505, 1945, 669, 2102]
paragraph: Αἱ συζητήσεις αὗται ἐξηκολούθησαν ἐπὶ ἀρκετὸν, πολλοὶ δὲ ἐκ τῶν βουλευτῶν ἀνεχώρησαν ἐκ τῆς Βουλῆς σχεδὸν θυμωμένοι. — [1119, 284, 1341, 341]
paragraph: Εἰς τὴν κυρίαν αἴθουσαν τοῦ οἴκου γυμνὴν παντὸς ἐπίπλου εἶχε τοποθετηθῆ ἐκεῖ διὰ μέλανος ὑφάσματος μὲ λευκὰς ταινίας κεκαλυμμένον. Γύρω εἰς τὸ ἰκρίον ἦσαν ἐρριμμένοι κλάδοι φοίνικος, ἐκατέρωθεν δ' ἐτοποθετήθησαν δύο μεγάλα κηροπήγια ἀργυρᾶ, ἐπὶ τῶν ὁποίων ἔκαιον μεγάλαι κηρίναι λαμπάδες. — [151, 302, 315, 473]
paragraph: Μετ' ὀλίγας στιγμὰς ἐγείρεται ὁ ἀρχηγὸς τῆς ἀντιπολιτεύσεως κ. Θεοτόκης. Ἡ μορφή του παρουσιάζει τὸν ἄνδρα τὸν διατελοῦντα ὑπὸ τὸ κράτος ὀλέθρου ἐγκεφάλου. Μὲ φωνὴν παλλομένην ἐκ τῆς συγκινήσεως λέγει πρὸς τοὺς βουλευτὰς καὶ πάλιν βουλευτὰς τὰ ἑξῆς: — [682, 666, 845, 823]
bold-paragraph: Ἐν τέλει ὁ Βασιλεὺς παρεκάλεσε τοὺς κ. κ. ὑπουργοὺς νὰ ἐξακολουθήσουν τὴν διεύθυνσιν τῶν ὑπουργείων των χρησιμοποιοῦντες μέχρι τῆς ἡμέρας τῆς κηδείας καὶ ἐπελθόντος τοῦ κόμματος. — [329, 1288, 491, 1430]
column-6 — [1111, 126, 1348, 2576]
subheading: ΒΑΣΙΛΕΥΣ ΤΩΝ ΕΛΛΗΝΩΝ — [507, 189, 667, 203]
paragraph: Μετὰ τοῦ κ. Ρώμα παρουσιάσθη ὁ κ. Λιμπρίτης ὅστις ὡμίλησε λέγων ὅτι τὸ κόμμα πρέπει νὰ μείνῃ ἡνωμένον ἐκ σεβασμοῦ πρὸς τὴν μνήμην τοῦ μεγάλου νεκροῦ. — [859, 1123, 1105, 1194]
paragraph: Ἀμέσως μετὰ τὴν λῆξιν τῆς συνεδριάσεως τῆς Βουλῆς ἅπαντες οἱ Δηλιγιαννικοὶ βουλευταί, οἱ τέσσαρες Ὑπουργοὶ Καραπάνος, Σκουζές, Γουνάρης καὶ Μαυρομιχάλης καὶ ὁ πρόεδρος τῆς Βουλῆς κ. Ρώμας συνεκεντρώθησαν εἰς τὸ αἴθουσαν τῆς βιβλιοθήκης τῆς Βουλῆς πρὸς σύσκεψιν. — [859, 833, 1105, 933]
headline-line: Η ΣΥΣΚΕΨΙΣ — [892, 698, 1072, 729]
bold-paragraph: Ἡ πατρὶς ἀπώλεσεν ἕνα τῶν φανερωτέρων πολιτευομένων της καὶ ἡ Βουλὴ ἕνα ἐκ τῶν ἐπιφανεστέρων μελῶν αὐτῆς, ὅστις ἐπὶ πολλὰ ἔτη ὑπῆρξε ὁ ἀρχηγὸς τοῦ ἑνὸς ἐκ τῶν δύο μεγάλων κομμάτων τοῦ τόπου. — [682, 1054, 845, 1182]
paragraph: Τὰ πρῶτα τηλεγραφήματα, ἅτινα ἐστάλησαν ἦσαν ψηφίσματα Δημ. Συμβουλίων, τῶν Δήμων τῆς ἐπαρχίας καὶ ἐπιφανῶν πολιτῶν. Μέχρι τῆς 8 μ. μ. εἶχον ληφθῆ τηλεγραφήματα τῶν ἑξῆς ἀποστολέων. — [151, 2172, 315, 2286]
headline-block — [1119, 535, 1341, 694]
masthead-title: ΣΚΡΙΠ — [663, 84, 749, 109]
subheading: Οἱ πρεσβευταί — [188, 1760, 278, 1774]
subheading: ΕΙΣ ΤΑ ΑΝΑΚΤΟΡΑ — [353, 432, 467, 446]
subheading: ΓΕΩΡΓΙΟΣ — [555, 830, 619, 843]
subheading: Ν. Γουνάρης — [548, 587, 626, 601]
paragraph: Ὁ Θεόδωρος Δηλιγιάννης πρὸ τοσούτων ἐτῶν τὸν τόπον ἐκεῖνον, τὸν ὁποῖον αὐτὸς ἀγαπᾷ, τὸν θέμα τῆς ἀγάπης τῶν Ἑλλήνων ὡς πρὸς τὸν θάνατον καὶ εἰς τὸ θλιβερὸν ἐκεῖνο τοῦ κράτους ἐξηνέχθη. — [682, 1591, 845, 1705]
headline-line: Ο ΛΟΓΟΣ ΤΟΥ ΖΑΙΜΗ — [1180, 668, 1280, 680]
paragraph: Οἱ ὑπουργοί — [516, 846, 583, 860]
paragraph: Ὅστις καὶ ἀκλόνητος ὁ πατριωτισμὸς τοῦ ἑνὸς καὶ τοῦ ἄλλου ἀνδρὸς ἦτο ἡ πηγὴ τῶν μεγάλων ἔργων αὐτῶν. Ἐν ταῖς πολιτικαῖς ἐρίσεσιν καὶ ἐπὶ τῶν διαφωνιῶν πάντοτε ἐλήφθη ὑπ' ὄψιν τὸ συμφέρον τῆς πατρίδος. — [682, 1995, 845, 2109]
bold-paragraph: Ἡ Κυβέρνησις πενθεῖ ὅπως τὸ ἔθνος πενθεῖ τὸν Θ. Δηλιγιάννη ὡς τὸν πατέρα τῆς πατρίδος καὶ τῆς συνταγματικῆς ἐλευθερίας. — [859, 459, 1105, 515]
subheading: Κ.Π.Μαυρομιχάλης — [528, 917, 646, 930]
bold-paragraph: φέρων καὶ ἀσφαλῆ ἀντιπολίτευσιν. Διάφοροι. Οὐδεὶς ὅμως συμφωνεῖ. — [1119, 126, 1341, 168]
paragraph: Τὸ προσκύνημα πανδήμων διήρκεσε μέχρι βαθείας ἑσπέρας. — [151, 1226, 315, 1269]
subheading: Δύο Β. Διατάγματα — [350, 2295, 470, 2308]
bold-paragraph: Ὁ πρόεδρος ἐπὶ τῆς Βουλῆς, ὁ πρόεδρος τῆς Κυβερνήσεως τὸ θῦμα τῆς εὐσυνειδήτου ἐκπληρώσεως τοῦ καθήκοντος του. — [859, 400, 1105, 457]
headline-line: Η ΧΘΕΣΙΝΗ ΣΥΝΕΔΡΙΑΣΙΣ — [540, 1088, 634, 1121]
bold-paragraph: Ὁ κ. ΖΑΪΜΗΣ. Κατοικοῦντι καὶ ἐμοὶ ὁ ἀπαίσιος κακοῦργος τὸν πλῆθος τῆς χθὲς καὶ διανοίξῃ μέγα κενὸν ἐν τῇ Ἑλληνικῇ πολιτείᾳ. — [682, 1504, 845, 1590]
bold-paragraph: Ἅμα ἐλήξεν ἡ συνεδρίασις τῆς Βουλῆς ἅπαντες οἱ Θεοτοκικοὶ βουλευταὶ συνῆλθον μέχρι τοῦ οἴκου τοῦ τότε Ἀρχηγοῦ των κ. Θεοτόκη. — [1119, 699, 1341, 769]
subheading: Ο κ. ΘΕΟΤΟΚΗΣ — [713, 650, 814, 664]
subheading: Ὁ λόγος τοῦ κ. Λιμπρίτου — [903, 1198, 1060, 1212]
headline-line: ΕΓΚΩΜΙΟΝ ΤΟΥ ΘΑΝΟΝΤΟΣ ΠΡΩΘΥΠΟΥΡΓΟΥ — [522, 1121, 652, 1146]
paragraph: Ἀπὸ τῆν αἰθούσαν ταύτην τὴν προσελθοῦσαν ἀπὸ τῆς χθὲς ἑσπέρας μετὰ τὴν διάχυσιν τῆς εἰδήσεως τοῦ θανάτου εἰς τὴν πόλιν αἱ χιλιάδες τῶν προσκυνητῶν ἐκ τῶν ὁποίων ἰδίως αἱ γυναῖκες ἐπέδωκαν καὶ κατεφίλουν καὶ ἠσπάζοντο τὸν νεκρόν. — [151, 853, 315, 995]
subheading: Κ. Καραπάνος — [543, 881, 631, 895]
